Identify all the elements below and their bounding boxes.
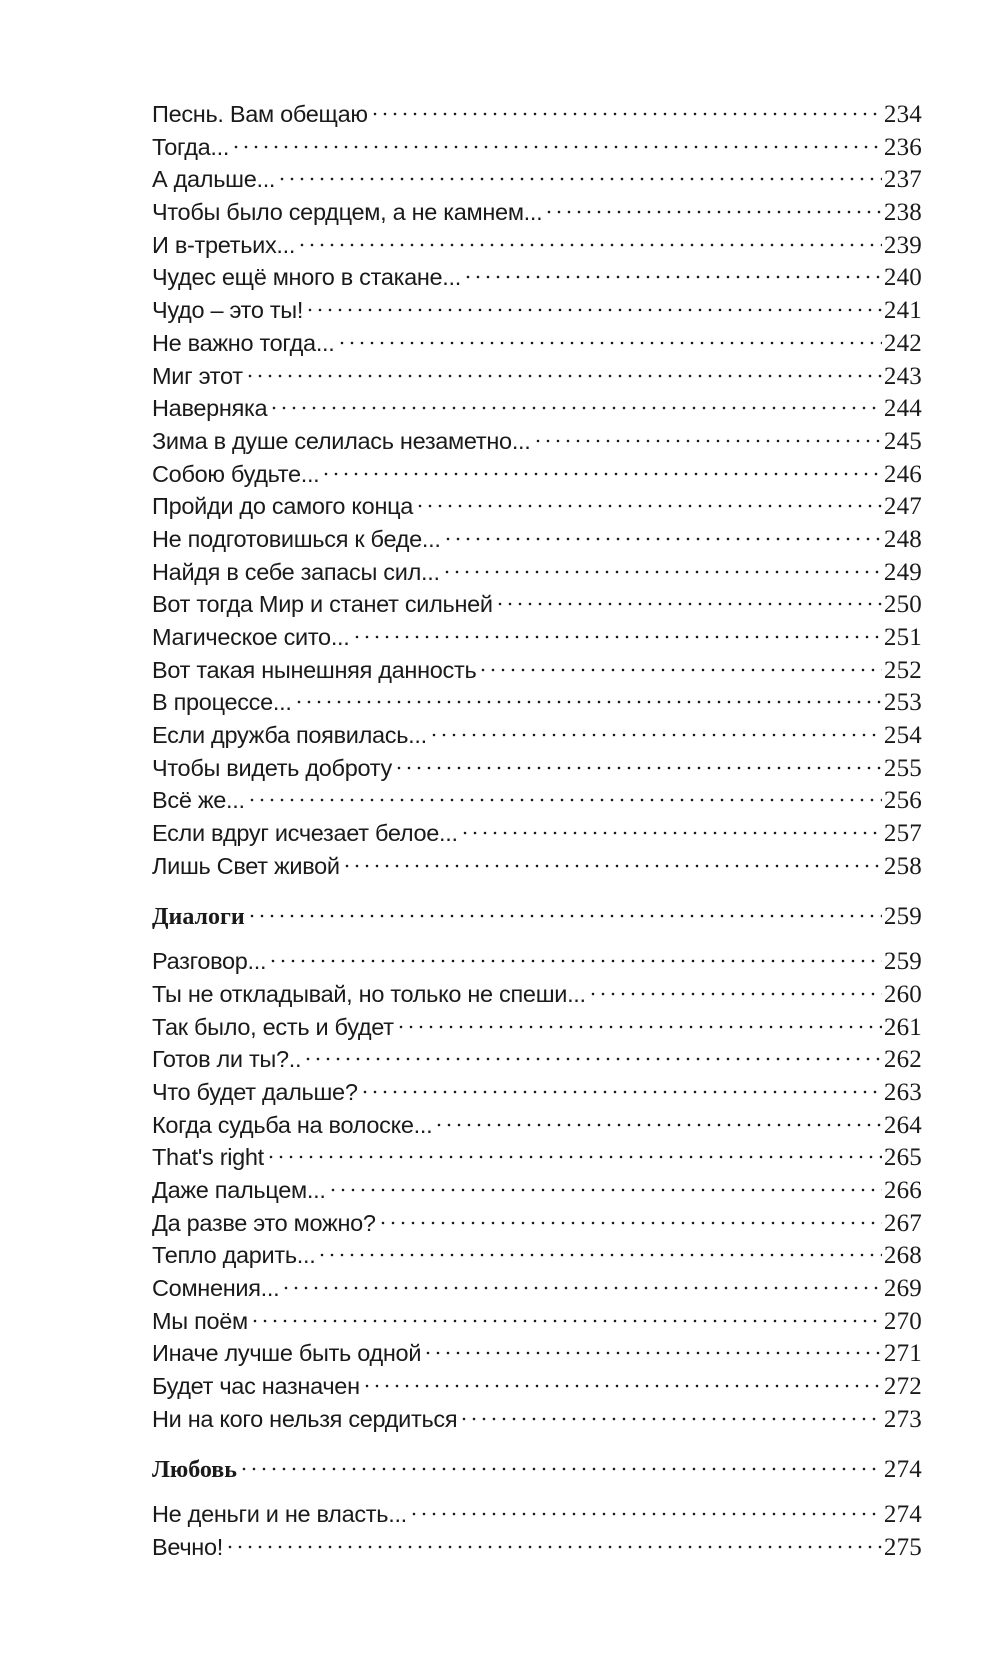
dot-leader	[378, 1220, 882, 1226]
toc-entry-page-number: 255	[883, 754, 922, 782]
dot-leader	[588, 991, 882, 997]
toc-entry-page-number: 260	[883, 980, 922, 1008]
toc-entry	[152, 978, 922, 1011]
dot-leader	[342, 863, 882, 869]
dot-leader	[294, 699, 882, 705]
toc-entry-title: В процессе...	[152, 689, 292, 716]
toc-entry-title: Когда судьба на волоске...	[152, 1111, 433, 1138]
toc-entry-title: Тепло дарить...	[152, 1242, 316, 1269]
toc-entry-page-number: 234	[883, 101, 922, 128]
toc-entry	[152, 1207, 922, 1240]
toc-entry-page-number: 242	[883, 329, 922, 357]
toc-entry-page-number: 257	[883, 820, 922, 848]
toc-entry-page-number: 264	[883, 1111, 922, 1139]
toc-entry-title: Зима в душе селилась незаметно...	[152, 427, 531, 454]
toc-entry	[152, 1011, 922, 1044]
toc-entry-page-number: 246	[883, 460, 922, 488]
toc-entry	[152, 1531, 922, 1564]
toc-entry-title: Иначе лучше быть одной	[152, 1340, 422, 1367]
toc-entry-title: Чудес ещё много в стакане...	[152, 264, 461, 291]
toc-entry	[152, 1076, 922, 1109]
toc-entry-title: Даже пальцем...	[152, 1177, 326, 1203]
toc-entry-title: А дальше...	[152, 166, 276, 193]
toc-entry-title: Чтобы видеть доброту	[152, 754, 392, 781]
dot-leader	[409, 1511, 882, 1517]
dot-leader	[362, 1383, 882, 1389]
toc-entry-title: Не важно тогда...	[152, 329, 335, 356]
dot-leader	[268, 958, 882, 964]
toc-entry-page-number: 244	[883, 395, 922, 423]
toc-entry	[152, 360, 922, 393]
dot-leader	[544, 209, 882, 215]
toc-entry	[152, 654, 922, 687]
dot-leader	[460, 830, 882, 836]
dot-leader	[360, 1089, 882, 1095]
toc-entry-page-number: 269	[883, 1275, 922, 1303]
toc-entry-page-number: 252	[883, 656, 922, 684]
toc-entry-page-number: 250	[883, 591, 922, 619]
toc-entry-page-number: 275	[883, 1533, 922, 1561]
section-title: Диалоги	[152, 903, 245, 930]
toc-entry-title: Тогда...	[152, 133, 230, 160]
toc-entry	[152, 556, 922, 589]
dot-leader	[281, 1285, 882, 1291]
toc-entry-title: Будет час назначен	[152, 1373, 360, 1400]
toc-entry-title: Вот тогда Мир и станет сильней	[152, 591, 493, 618]
toc-entry-title: Не деньги и не власть...	[152, 1501, 407, 1528]
dot-leader	[269, 405, 882, 411]
toc-entry	[152, 131, 922, 164]
toc-entry-page-number: 258	[883, 852, 922, 880]
dot-leader	[415, 503, 882, 509]
toc-entry-page-number: 256	[883, 787, 922, 815]
section-page-number: 259	[883, 902, 922, 930]
toc-entry-title: Разговор...	[152, 948, 267, 975]
dot-leader	[245, 373, 882, 379]
toc-entry-page-number: 241	[883, 297, 922, 325]
toc-entry-page-number: 243	[883, 362, 922, 390]
toc-entry-page-number: 270	[883, 1307, 922, 1335]
toc-entry	[152, 1174, 922, 1207]
toc-entry-title: Миг этот	[152, 362, 243, 389]
toc-entry-page-number: 240	[883, 264, 922, 292]
toc-entry	[152, 752, 922, 785]
toc-entry-title: Вечно!	[152, 1533, 223, 1560]
toc-entry	[152, 1043, 922, 1076]
toc-entry	[152, 98, 922, 131]
toc-entry-page-number: 249	[883, 558, 922, 586]
toc-entry-title: Да разве это можно?	[152, 1209, 376, 1236]
toc-entry	[152, 523, 922, 556]
toc-entry-page-number: 261	[883, 1013, 922, 1041]
toc-entry-page-number: 259	[883, 948, 922, 976]
toc-entry	[152, 294, 922, 327]
toc-entry-title: Всё же...	[152, 787, 245, 814]
toc-entry-title: Сомнения...	[152, 1275, 280, 1302]
toc-entry-title: Ни на кого нельзя сердиться	[152, 1405, 458, 1432]
toc-entry	[152, 850, 922, 883]
toc-entry-title: И в-третьих...	[152, 231, 296, 258]
dot-leader	[337, 340, 882, 346]
dot-leader	[396, 1024, 882, 1030]
toc-entry-page-number: 265	[883, 1144, 922, 1172]
toc-entry	[152, 163, 922, 196]
toc-entry	[152, 1109, 922, 1142]
dot-leader	[478, 667, 881, 673]
dot-leader	[303, 1056, 882, 1062]
dot-leader	[247, 913, 882, 919]
toc-entry	[152, 784, 922, 817]
toc-entry	[152, 588, 922, 621]
toc-entry-title: Что будет дальше?	[152, 1078, 358, 1105]
toc-entry-page-number: 236	[883, 133, 922, 161]
toc-entry-page-number: 254	[883, 722, 922, 750]
dot-leader	[305, 307, 882, 313]
toc-entry	[152, 686, 922, 719]
toc-entry-title: Вот такая нынешняя данность	[152, 656, 477, 683]
section-page-number: 274	[883, 1455, 922, 1483]
dot-leader	[328, 1187, 882, 1193]
toc-entry	[152, 1370, 922, 1403]
toc-entry-title: Наверняка	[152, 395, 268, 422]
toc-entry	[152, 1305, 922, 1338]
toc-entry	[152, 1337, 922, 1370]
toc-entry-title: Найдя в себе запасы сил...	[152, 558, 440, 585]
toc-entry	[152, 1498, 922, 1531]
toc-entry-page-number: 237	[883, 166, 922, 194]
toc-entry-page-number: 273	[883, 1405, 922, 1433]
dot-leader	[321, 471, 881, 477]
toc-entry-page-number: 238	[883, 199, 922, 227]
dot-leader	[463, 274, 882, 280]
dot-leader	[247, 797, 882, 803]
dot-leader	[277, 176, 882, 182]
toc-entry-page-number: 248	[883, 525, 922, 553]
toc-entry	[152, 817, 922, 850]
toc-entry-title: Так было, есть и будет	[152, 1013, 394, 1040]
dot-leader	[459, 1416, 882, 1422]
toc-entry	[152, 1403, 922, 1436]
toc-entry-page-number: 247	[883, 493, 922, 521]
section-title: Любовь	[152, 1456, 237, 1483]
toc-entry-page-number: 263	[883, 1078, 922, 1106]
toc-entry-page-number: 245	[883, 427, 922, 455]
toc-entry-title: Не подготовишься к беде...	[152, 525, 441, 552]
dot-leader	[423, 1350, 882, 1356]
toc-entry-page-number: 267	[883, 1209, 922, 1237]
dot-leader	[370, 111, 882, 117]
toc-entry-title: Мы поём	[152, 1307, 248, 1334]
dot-leader	[225, 1544, 882, 1550]
dot-leader	[297, 242, 882, 248]
toc-entry-title: Если дружба появилась...	[152, 722, 427, 749]
dot-leader	[250, 1318, 882, 1324]
toc-section-dialogues	[152, 901, 922, 934]
toc-entry	[152, 229, 922, 262]
toc-entry	[152, 196, 922, 229]
toc-entry	[152, 458, 922, 491]
toc-group-poems	[152, 98, 922, 883]
dot-leader	[429, 732, 882, 738]
dot-leader	[533, 438, 882, 444]
toc-entry	[152, 719, 922, 752]
toc-entry	[152, 392, 922, 425]
toc-entry	[152, 1141, 922, 1174]
toc-entry-title: Магическое сито...	[152, 624, 350, 650]
toc-entry-title: Собою будьте...	[152, 460, 320, 487]
toc-entry	[152, 1272, 922, 1305]
dot-leader	[231, 144, 882, 150]
toc-entry-title: Готов ли ты?..	[152, 1046, 302, 1073]
toc-entry-page-number: 268	[883, 1242, 922, 1270]
toc-entry-page-number: 239	[883, 231, 922, 259]
toc-entry	[152, 945, 922, 978]
toc-entry-page-number: 251	[883, 624, 922, 651]
dot-leader	[352, 634, 882, 640]
dot-leader	[442, 569, 882, 575]
toc-entry-title: Чудо – это ты!	[152, 297, 304, 324]
toc-entry	[152, 327, 922, 360]
toc-entry-page-number: 272	[883, 1373, 922, 1401]
toc-group-dialogues	[152, 945, 922, 1435]
toc-entry	[152, 490, 922, 523]
toc-entry-page-number: 271	[883, 1340, 922, 1368]
table-of-contents	[152, 98, 922, 1564]
toc-entry-title: Песнь. Вам обещаю	[152, 101, 368, 127]
dot-leader	[394, 765, 882, 771]
dot-leader	[266, 1154, 882, 1160]
toc-entry-title: Пройди до самого конца	[152, 493, 414, 520]
toc-entry	[152, 1239, 922, 1272]
toc-section-love	[152, 1454, 922, 1487]
dot-leader	[495, 601, 882, 607]
toc-entry	[152, 621, 922, 654]
toc-entry	[152, 261, 922, 294]
toc-entry-title: Если вдруг исчезает белое...	[152, 820, 458, 847]
toc-entry-title: Лишь Свет живой	[152, 852, 340, 879]
toc-entry-title: That's right	[152, 1144, 264, 1171]
dot-leader	[239, 1466, 882, 1472]
toc-entry-page-number: 274	[883, 1501, 922, 1529]
toc-group-love	[152, 1498, 922, 1563]
dot-leader	[434, 1122, 882, 1128]
toc-entry-page-number: 253	[883, 689, 922, 717]
toc-entry-page-number: 262	[883, 1046, 922, 1074]
toc-entry-title: Чтобы было сердцем, а не камнем...	[152, 199, 543, 226]
dot-leader	[317, 1252, 881, 1258]
toc-entry	[152, 425, 922, 458]
toc-entry-title: Ты не откладывай, но только не спеши...	[152, 980, 586, 1007]
toc-entry-page-number: 266	[883, 1177, 922, 1204]
dot-leader	[443, 536, 882, 542]
